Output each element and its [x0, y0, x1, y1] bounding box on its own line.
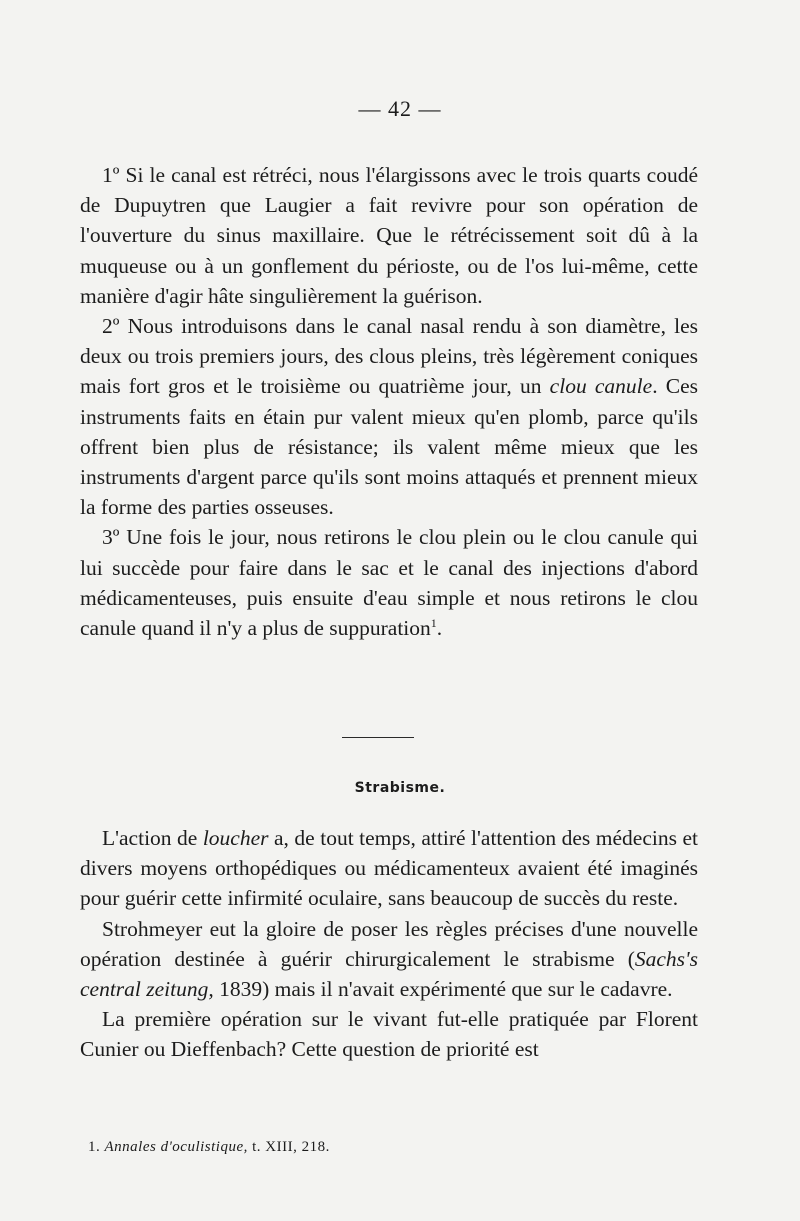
paragraph [80, 914, 698, 1005]
step-marker: 3º [102, 525, 120, 550]
footnote-reference: t. XIII, 218. [247, 1139, 330, 1155]
paragraph [80, 1004, 698, 1064]
footnote-source: Annales d'oculistique, [104, 1139, 248, 1155]
footnote-number: 1. [88, 1139, 101, 1155]
paragraph-step-2 [80, 311, 698, 522]
section-divider [342, 737, 414, 738]
italic-term: loucher [202, 826, 269, 850]
paragraph-text: Strohmeyer eut la gloire de poser les règles précises d'une nouvelle opération destinée à guérir chirurgicalement le strabisme ( [80, 916, 698, 971]
section-title: Strabisme. [354, 780, 446, 796]
italic-term: clou canule [549, 374, 653, 399]
step-text: Si le canal est rétréci, nous l'élargissons avec le trois quarts coudé de Dupuytren que Laugier a fait revivre pour son opération de l'ouverture du sinus maxillaire. Que le rétrécissement soit dû à la muqueuse ou à un gonflement du périoste, ou de l'os lui-même, cette manière d'agir hâte singulièrement la guérison. [80, 163, 698, 308]
step-text: . Ces instruments faits en étain pur valent mieux qu'en plomb, parce qu'ils offrent bien plus de résistance; ils valent même mieux que les instruments d'argent parce qu'ils sont moins attaqués et prennent mieux la forme des parties osseuses. [80, 374, 698, 520]
strabisme-section [80, 823, 698, 1065]
paragraph-text: L'action de [102, 826, 203, 850]
paragraph-step-1 [80, 160, 698, 311]
paragraph-text: a, de tout temps, attiré l'attention des médecins et divers moyens orthopédiques ou médicamenteux avaient été imaginés pour guérir cette infirmité oculaire, sans beaucoup de succès du reste. [80, 826, 698, 911]
step-marker: 1º [102, 163, 120, 187]
treatment-steps [80, 160, 698, 643]
step-text: Nous introduisons dans le canal nasal rendu à son diamètre, les deux ou trois premiers jours, des clous pleins, très légèrement coniques mais fort gros et le troisième ou quatrième jour, un [80, 314, 698, 399]
footnote [88, 1139, 688, 1156]
italic-citation: Sachs's central zeitung, [80, 946, 698, 1002]
step-text: Une fois le jour, nous retirons le clou plein ou le clou canule qui lui succède pour faire dans le sac et le canal des injections d'abord médicamenteuses, puis ensuite d'eau simple et nous retirons le clou canule quand il n'y a plus de suppuration [80, 525, 698, 641]
step-text-end: . [436, 616, 443, 641]
paragraph-step-3 [80, 522, 698, 643]
step-marker: 2º [102, 314, 120, 339]
footnote-ref: 1 [430, 615, 437, 630]
paragraph [80, 823, 698, 914]
paragraph-text: 1839) mais il n'avait expérimenté que sur le cadavre. [213, 977, 673, 1002]
page-number: — 42 — [358, 96, 442, 121]
paragraph-text: La première opération sur le vivant fut-elle pratiquée par Florent Cunier ou Dieffenbach? Cette question de priorité est [80, 1007, 698, 1062]
